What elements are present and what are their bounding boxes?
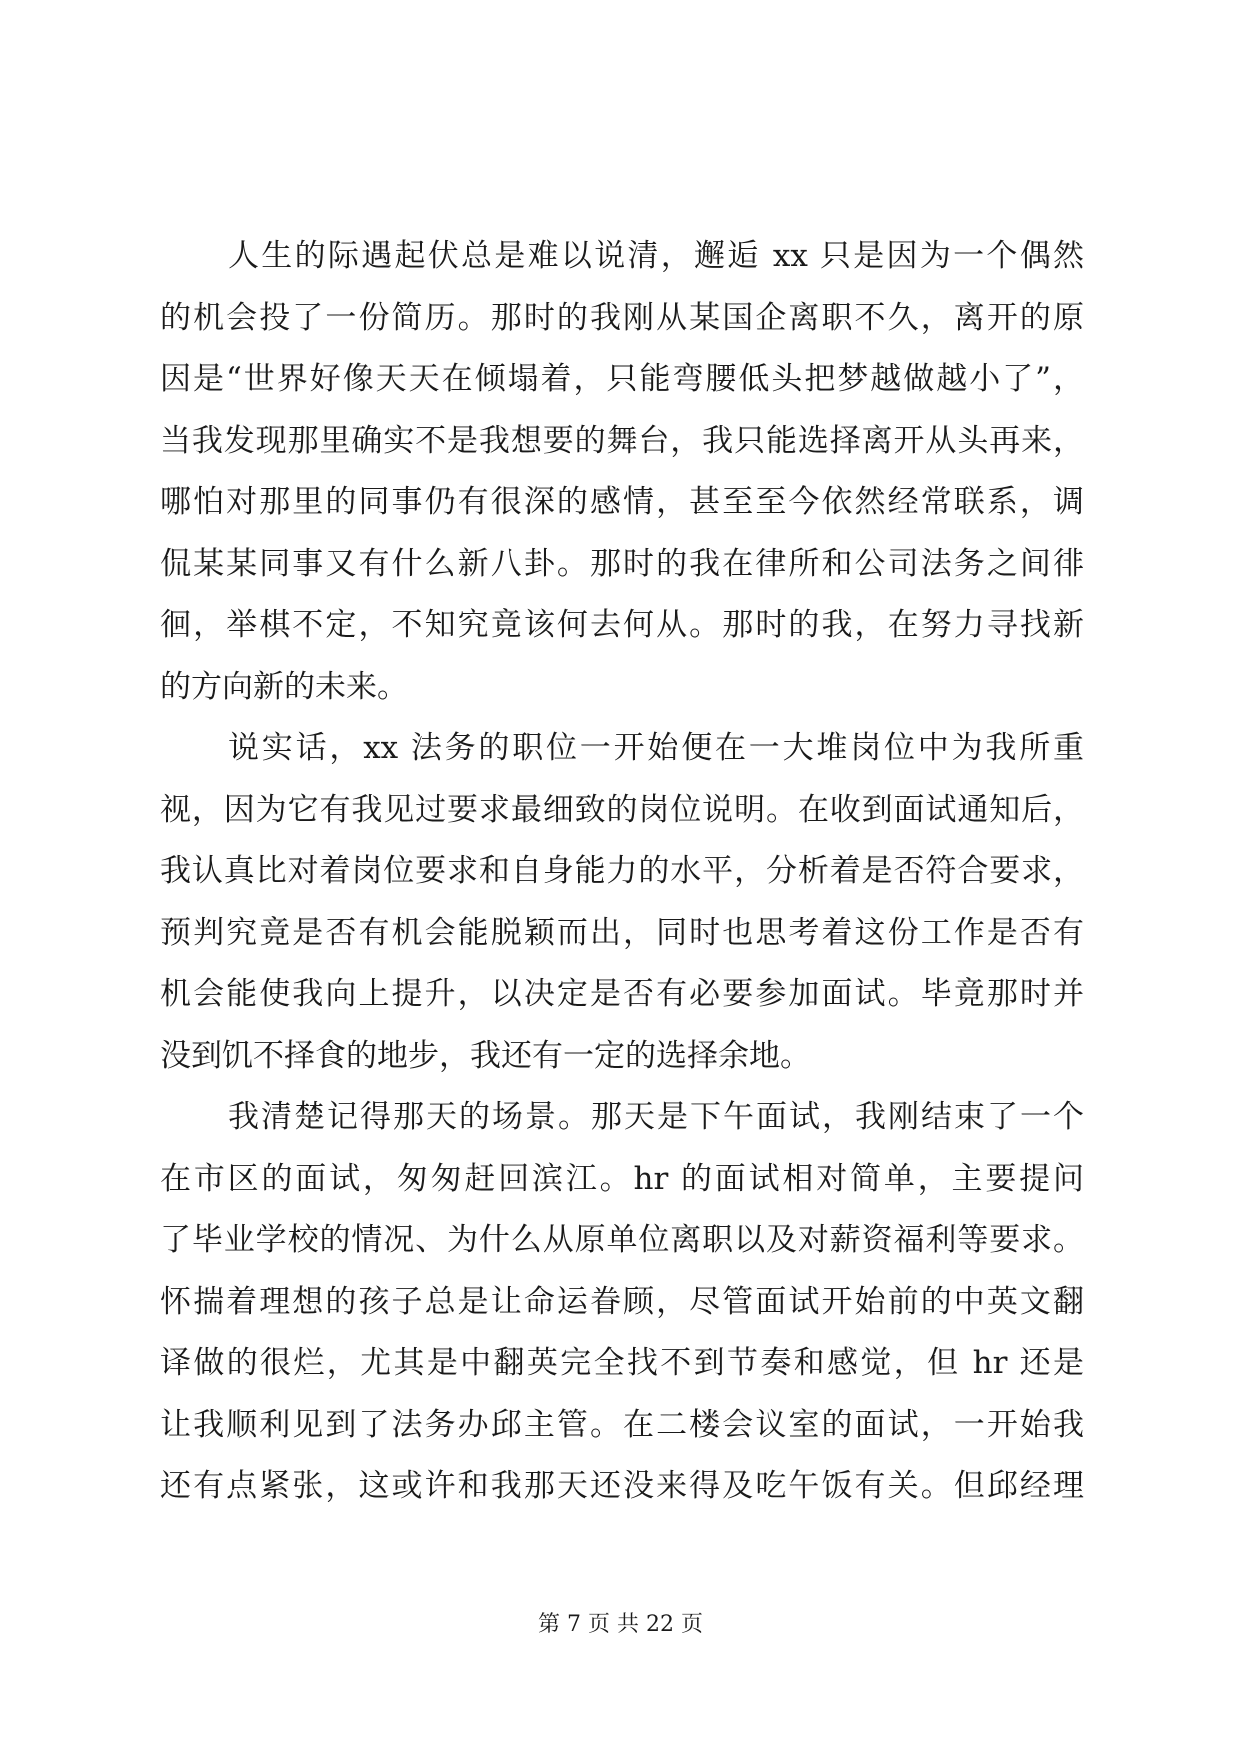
paragraph-2: [160, 718, 1084, 1087]
text-line: 我清楚记得那天的场景。那天是下午面试，我刚结束了一个: [228, 1099, 1084, 1135]
paragraph-1: [160, 226, 1084, 718]
text-line: 在市区的面试，匆匆赶回滨江。hr 的面试相对简单，主要提问: [160, 1160, 1084, 1197]
paragraph-3: [160, 1087, 1084, 1518]
page-footer: 第 7 页 共 22 页: [538, 1612, 703, 1637]
body-text: [160, 226, 1084, 1518]
text-line: 译做的很烂，尤其是中翻英完全找不到节奏和感觉，但 hr 还是: [160, 1345, 1084, 1381]
text-line: 的机会投了一份简历。那时的我刚从某国企离职不久，离开的原: [160, 299, 1084, 336]
text-line: 我认真比对着岗位要求和自身能力的水平，分析着是否符合要求，: [160, 853, 1084, 889]
text-line: 说实话，xx 法务的职位一开始便在一大堆岗位中为我所重: [228, 730, 1084, 766]
text-line: 怀揣着理想的孩子总是让命运眷顾，尽管面试开始前的中英文翻: [160, 1283, 1084, 1320]
text-line: 当我发现那里确实不是我想要的舞台，我只能选择离开从头再来，: [160, 422, 1084, 459]
text-line: 机会能使我向上提升，以决定是否有必要参加面试。毕竟那时并: [160, 976, 1084, 1012]
text-line: 侃某某同事又有什么新八卦。那时的我在律所和公司法务之间徘: [160, 545, 1084, 582]
text-line: 人生的际遇起伏总是难以说清，邂逅 xx 只是因为一个偶然: [228, 238, 1084, 274]
text-line: 让我顺利见到了法务办邱主管。在二楼会议室的面试，一开始我: [160, 1406, 1084, 1443]
text-line: 没到饥不择食的地步，我还有一定的选择余地。: [160, 1037, 811, 1074]
text-line: 徊，举棋不定，不知究竟该何去何从。那时的我，在努力寻找新: [160, 607, 1084, 643]
text-line: 预判究竟是否有机会能脱颖而出，同时也思考着这份工作是否有: [160, 914, 1084, 951]
text-line: 还有点紧张，这或许和我那天还没来得及吃午饭有关。但邱经理: [160, 1468, 1084, 1504]
text-line: 视，因为它有我见过要求最细致的岗位说明。在收到面试通知后，: [160, 791, 1084, 828]
text-line: 哪怕对那里的同事仍有很深的感情，甚至至今依然经常联系，调: [160, 484, 1084, 520]
text-line: 因是“世界好像天天在倾塌着，只能弯腰低头把梦越做越小了”，: [160, 361, 1084, 397]
text-line: 了毕业学校的情况、为什么从原单位离职以及对薪资福利等要求。: [160, 1222, 1084, 1258]
text-line: 的方向新的未来。: [160, 668, 408, 705]
